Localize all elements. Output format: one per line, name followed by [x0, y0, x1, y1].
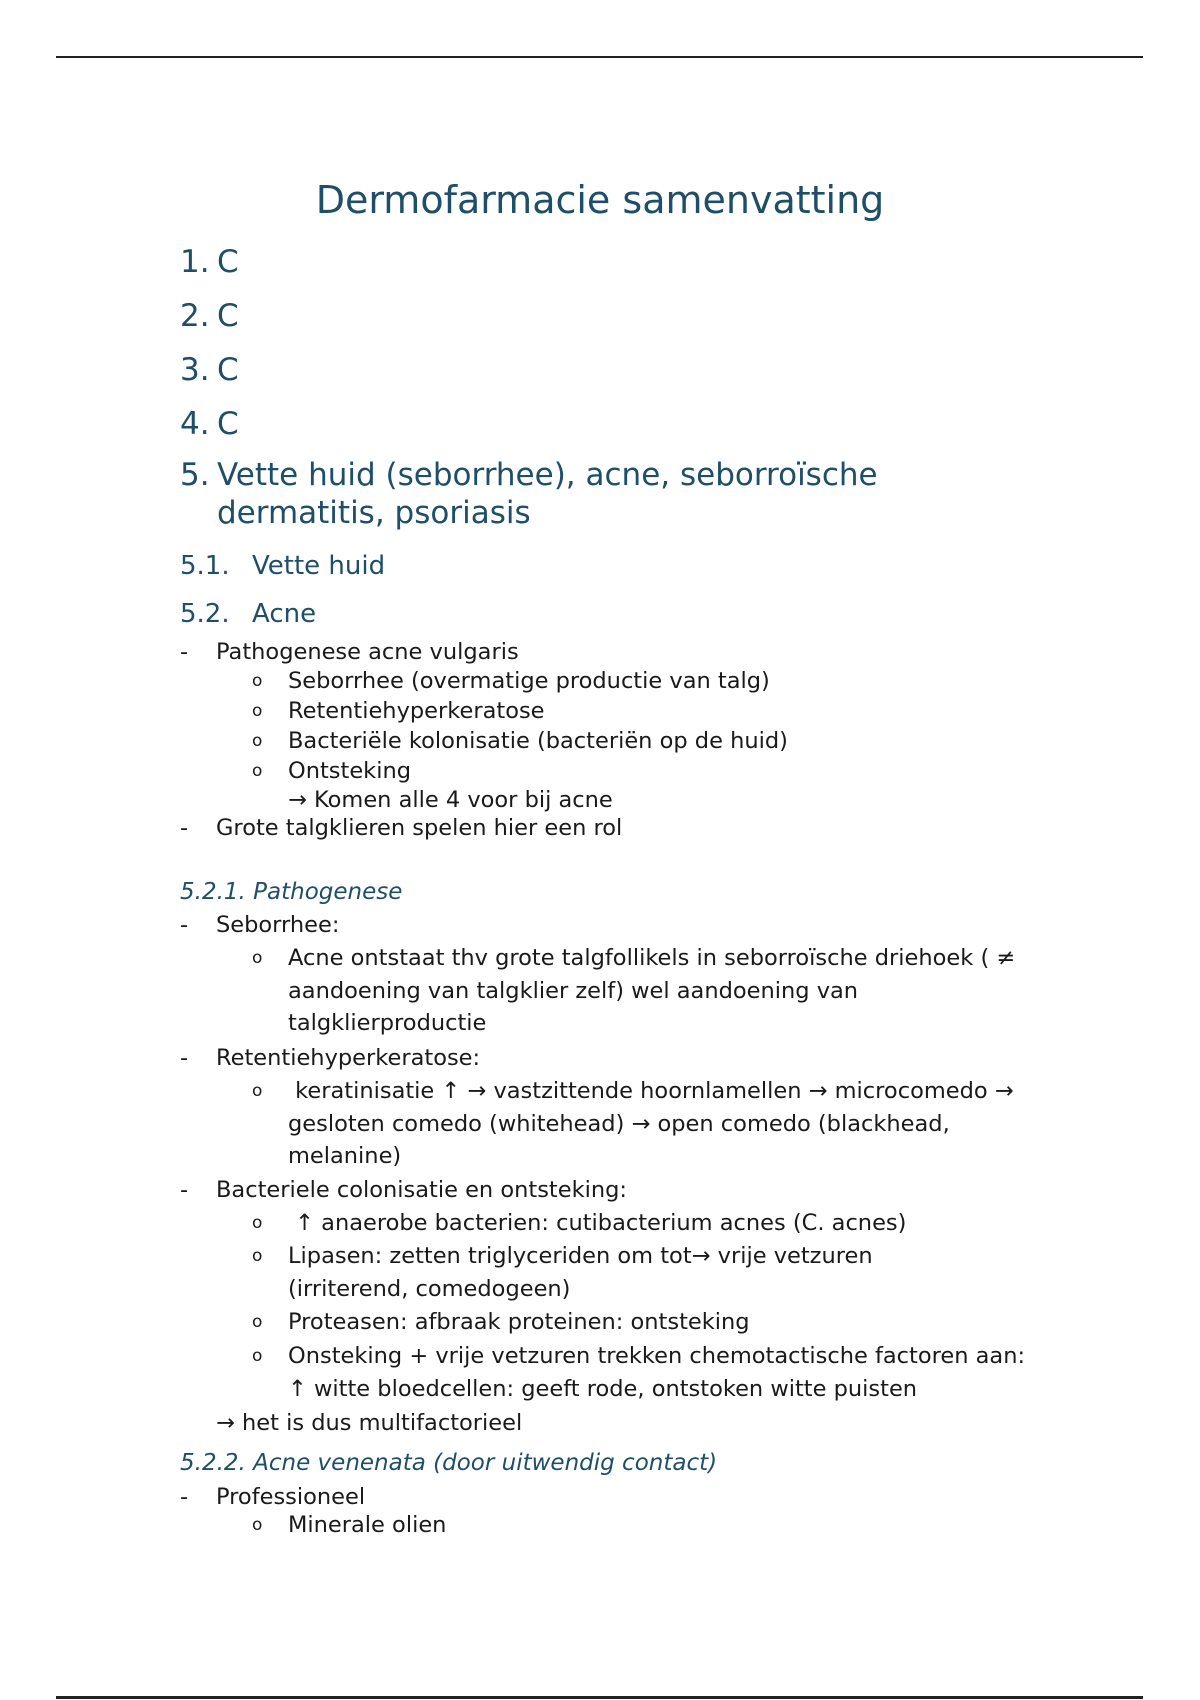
chapter-title: C	[217, 352, 239, 388]
note-line: → Komen alle 4 voor bij acne	[288, 787, 613, 813]
footer-rule	[56, 1696, 1143, 1699]
chapter-number: 3.	[180, 352, 210, 388]
subsection-5-2-1: 5.2.1. Pathogenese	[180, 879, 403, 905]
circle-bullet: o	[252, 1312, 263, 1332]
circle-bullet: o	[252, 761, 263, 781]
chapter-title: C	[217, 244, 239, 280]
dash-bullet: -	[180, 639, 189, 665]
section-title: Acne	[252, 599, 317, 629]
chapter-title: Vette huid (seborrhee), acne, seborroïsche dermatitis, psoriasis	[217, 457, 878, 531]
subsection-5-2-2: 5.2.2. Acne venenata (door uitwendig contact)	[180, 1450, 718, 1476]
chapter-title: C	[217, 406, 239, 442]
section-number: 5.2.	[180, 599, 230, 629]
circle-bullet: o	[252, 948, 263, 968]
chapter-number: 2.	[180, 298, 210, 334]
circle-bullet: o	[252, 1515, 263, 1535]
dash-bullet: -	[180, 1177, 189, 1203]
conclusion-line: → het is dus multifactorieel	[216, 1410, 523, 1436]
dash-bullet: -	[180, 815, 189, 841]
chapter-number: 4.	[180, 406, 210, 442]
circle-bullet: o	[252, 1213, 263, 1233]
document-title: Dermofarmacie samenvatting	[315, 178, 885, 222]
circle-bullet: o	[252, 701, 263, 721]
section-number: 5.1.	[180, 551, 230, 581]
chapter-number: 1.	[180, 244, 210, 280]
chapter-number: 5.	[180, 457, 210, 493]
dash-bullet: -	[180, 1484, 189, 1510]
section-title: Vette huid	[252, 551, 386, 581]
circle-bullet: o	[252, 731, 263, 751]
circle-bullet: o	[252, 1246, 263, 1266]
dash-bullet: -	[180, 912, 189, 938]
circle-bullet: o	[252, 671, 263, 691]
chapter-title: C	[217, 298, 239, 334]
circle-bullet: o	[252, 1081, 263, 1101]
dash-bullet: -	[180, 1045, 189, 1071]
header-rule	[56, 56, 1143, 58]
circle-bullet: o	[252, 1346, 263, 1366]
